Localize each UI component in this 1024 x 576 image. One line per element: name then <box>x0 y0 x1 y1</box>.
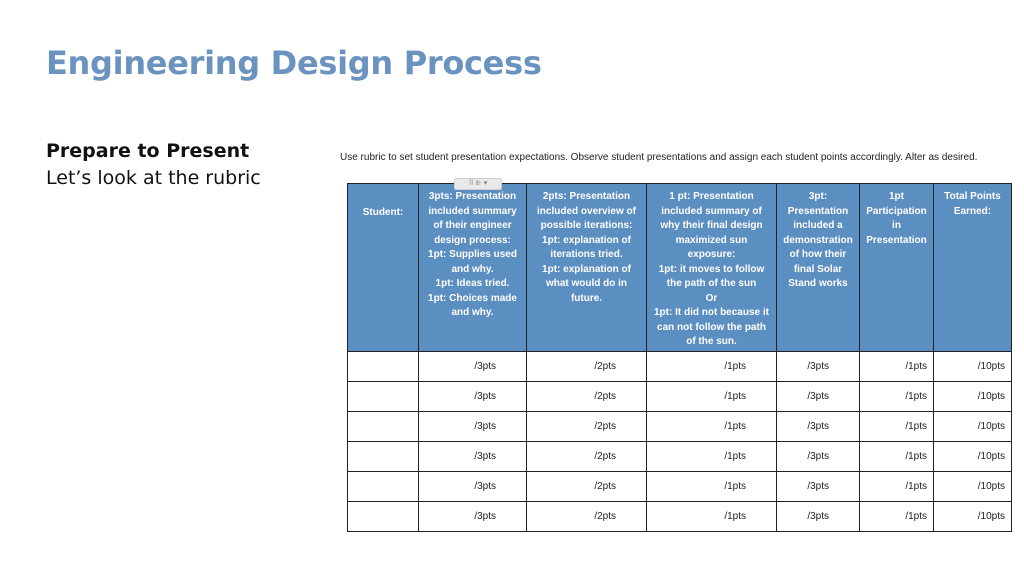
student-cell[interactable] <box>348 412 419 442</box>
header-sun-exposure: 1 pt: Presentation included summary of why their final design maximized sun exposure: 1pt: it moves to follow the path of the sun Or 1pt: It did not because it can not follow the path of the sun. <box>647 184 777 352</box>
score-cell[interactable]: /2pts <box>527 382 647 412</box>
table-row <box>348 472 1012 502</box>
total-cell[interactable]: /10pts <box>934 352 1012 382</box>
score-cell[interactable]: /1pts <box>860 442 934 472</box>
total-cell[interactable]: /10pts <box>934 412 1012 442</box>
rubric-table <box>347 183 1012 532</box>
total-cell[interactable]: /10pts <box>934 442 1012 472</box>
score-cell[interactable]: /1pts <box>647 412 777 442</box>
total-cell[interactable]: /10pts <box>934 382 1012 412</box>
score-cell[interactable]: /3pts <box>777 442 860 472</box>
student-cell[interactable] <box>348 472 419 502</box>
table-row <box>348 412 1012 442</box>
score-cell[interactable]: /1pts <box>860 412 934 442</box>
score-cell[interactable]: /1pts <box>647 502 777 532</box>
score-cell[interactable]: /3pts <box>419 412 527 442</box>
score-cell[interactable]: /3pts <box>777 382 860 412</box>
total-cell[interactable]: /10pts <box>934 502 1012 532</box>
student-cell[interactable] <box>348 382 419 412</box>
table-row <box>348 352 1012 382</box>
table-row <box>348 502 1012 532</box>
score-cell[interactable]: /1pts <box>647 382 777 412</box>
score-cell[interactable]: /3pts <box>419 382 527 412</box>
score-cell[interactable]: /3pts <box>777 472 860 502</box>
score-cell[interactable]: /1pts <box>860 352 934 382</box>
section-heading: Prepare to Present <box>46 140 250 162</box>
section-subtext: Let’s look at the rubric <box>46 167 261 189</box>
score-cell[interactable]: /1pts <box>647 352 777 382</box>
score-cell[interactable]: /2pts <box>527 472 647 502</box>
score-cell[interactable]: /2pts <box>527 352 647 382</box>
header-iterations: 2pts: Presentation included overview of possible iterations: 1pt: explanation of iterations tried. 1pt: explanation of what would do in future. <box>527 184 647 352</box>
score-cell[interactable]: /1pts <box>860 382 934 412</box>
score-cell[interactable]: /3pts <box>777 412 860 442</box>
header-participation: 1pt Participation in Presentation <box>860 184 934 352</box>
score-cell[interactable]: /3pts <box>419 472 527 502</box>
header-demonstration: 3pt: Presentation included a demonstration of how their final Solar Stand works <box>777 184 860 352</box>
header-total-points: Total Points Earned: <box>934 184 1012 352</box>
student-cell[interactable] <box>348 502 419 532</box>
score-cell[interactable]: /1pts <box>860 502 934 532</box>
score-cell[interactable]: /1pts <box>647 442 777 472</box>
table-row <box>348 442 1012 472</box>
score-cell[interactable]: /3pts <box>419 352 527 382</box>
score-cell[interactable]: /2pts <box>527 502 647 532</box>
student-cell[interactable] <box>348 442 419 472</box>
table-move-handle-icon[interactable]: ⠿ ⊪ ▾ <box>454 178 502 190</box>
score-cell[interactable]: /1pts <box>647 472 777 502</box>
score-cell[interactable]: /3pts <box>419 442 527 472</box>
rubric-header-row <box>348 184 1012 352</box>
table-row <box>348 382 1012 412</box>
rubric-instructions: Use rubric to set student presentation expectations. Observe student presentations and assign each student points accordingly. Alter as desired. <box>340 152 978 163</box>
header-design-process: 3pts: Presentation included summary of their engineer design process: 1pt: Supplies used and why. 1pt: Ideas tried. 1pt: Choices made and why. <box>419 184 527 352</box>
slide-title: Engineering Design Process <box>46 44 542 82</box>
total-cell[interactable]: /10pts <box>934 472 1012 502</box>
score-cell[interactable]: /3pts <box>777 352 860 382</box>
score-cell[interactable]: /3pts <box>419 502 527 532</box>
student-cell[interactable] <box>348 352 419 382</box>
header-student: Student: <box>348 184 419 352</box>
score-cell[interactable]: /3pts <box>777 502 860 532</box>
score-cell[interactable]: /1pts <box>860 472 934 502</box>
score-cell[interactable]: /2pts <box>527 442 647 472</box>
score-cell[interactable]: /2pts <box>527 412 647 442</box>
